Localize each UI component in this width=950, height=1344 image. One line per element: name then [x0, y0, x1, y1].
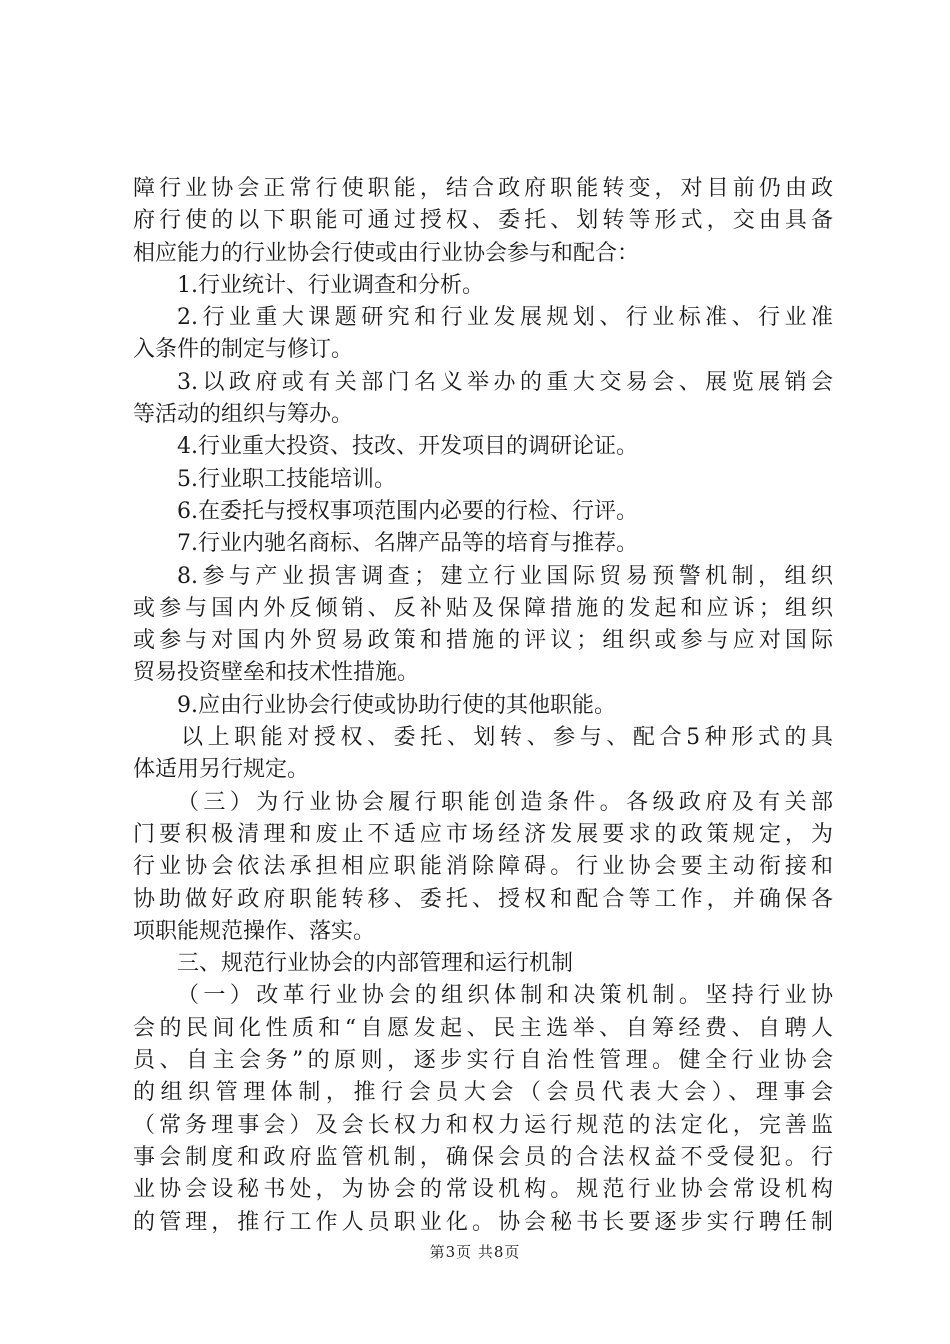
document-body — [133, 173, 833, 1239]
text-line: 的管理，推行工作人员职业化。协会秘书长要逐步实行聘任制 — [133, 1209, 833, 1235]
text-line: 或参与对国内外贸易政策和措施的评议；组织或参与应对国际 — [133, 628, 833, 654]
text-line: 5.行业职工技能培训。 — [177, 466, 396, 492]
text-line: 以上职能对授权、委托、划转、参与、配合5种形式的具 — [181, 725, 833, 751]
text-line: 2.行业重大课题研究和行业发展规划、行业标准、行业准 — [177, 305, 833, 331]
text-line: 3.以政府或有关部门名义举办的重大交易会、展览展销会 — [177, 369, 833, 395]
text-line: 相应能力的行业协会行使或由行业协会参与和配合： — [133, 240, 640, 266]
text-line: 业协会设秘书处，为协会的常设机构。规范行业协会常设机构 — [133, 1177, 833, 1203]
text-line: 的组织管理体制，推行会员大会（会员代表大会）、理事会 — [133, 1080, 833, 1106]
text-line: 府行使的以下职能可通过授权、委托、划转等形式，交由具备 — [133, 208, 833, 234]
text-line: 行业协会依法承担相应职能消除障碍。行业协会要主动衔接和 — [133, 854, 833, 880]
text-line: 协助做好政府职能转移、委托、授权和配合等工作，并确保各 — [133, 886, 833, 912]
text-line: （三）为行业协会履行职能创造条件。各级政府及有关部 — [177, 789, 833, 815]
text-line: 门要积极清理和废止不适应市场经济发展要求的政策规定，为 — [133, 821, 833, 847]
text-line: 入条件的制定与修订。 — [133, 337, 354, 363]
text-line: 项职能规范操作、落实。 — [133, 918, 376, 944]
text-line: 三、规范行业协会的内部管理和运行机制 — [177, 951, 574, 977]
text-line: 4.行业重大投资、技改、开发项目的调研论证。 — [177, 434, 638, 460]
text-line: 体适用另行规定。 — [133, 757, 310, 783]
text-line: 或参与国内外反倾销、反补贴及保障措施的发起和应诉；组织 — [133, 595, 833, 621]
text-line: 员、自主会务”的原则，逐步实行自治性管理。健全行业协会 — [133, 1048, 833, 1074]
text-line: 8.参与产业损害调查；建立行业国际贸易预警机制，组织 — [177, 563, 833, 589]
text-line: 贸易投资壁垒和技术性措施。 — [133, 660, 420, 686]
text-line: 6.在委托与授权事项范围内必要的行检、行评。 — [177, 498, 638, 524]
text-line: 9.应由行业协会行使或协助行使的其他职能。 — [177, 692, 616, 718]
text-line: 1.行业统计、行业调查和分析。 — [177, 272, 484, 298]
text-line: 障行业协会正常行使职能，结合政府职能转变，对目前仍由政 — [133, 176, 833, 201]
text-line: 会的民间化性质和“自愿发起、民主选举、自筹经费、自聘人 — [133, 1015, 833, 1041]
text-line: 7.行业内驰名商标、名牌产品等的培育与推荐。 — [177, 531, 638, 557]
page-footer: 第3页 共8页 — [429, 1243, 521, 1261]
text-line: （一）改革行业协会的组织体制和决策机制。坚持行业协 — [177, 983, 833, 1009]
text-line: 事会制度和政府监管机制，确保会员的合法权益不受侵犯。行 — [133, 1144, 833, 1170]
text-line: 等活动的组织与筹办。 — [133, 402, 354, 428]
text-line: （常务理事会）及会长权力和权力运行规范的法定化，完善监 — [133, 1112, 833, 1138]
